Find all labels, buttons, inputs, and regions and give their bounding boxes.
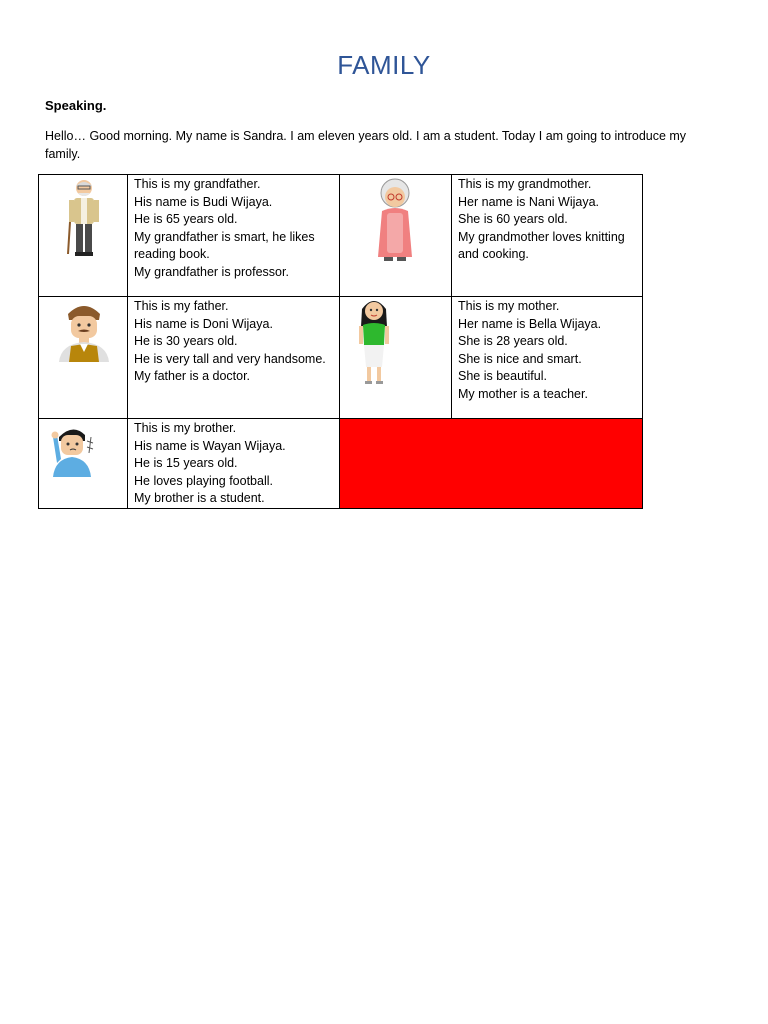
text-line: This is my mother. bbox=[458, 299, 560, 313]
text-line: This is my brother. bbox=[134, 421, 237, 435]
text-line: reading book. bbox=[134, 247, 210, 261]
text-line: My grandfather is professor. bbox=[134, 264, 289, 279]
grandfather-description bbox=[128, 175, 340, 297]
text-line: He is 65 years old. bbox=[134, 212, 238, 226]
grandfather-icon bbox=[49, 178, 119, 260]
grandfather-image-cell bbox=[39, 175, 128, 297]
father-description bbox=[128, 297, 340, 419]
text-line: She is 60 years old. bbox=[458, 212, 568, 226]
text-line: This is my grandfather. bbox=[134, 177, 261, 191]
empty-red-cell bbox=[340, 419, 643, 509]
speaking-label: Speaking. bbox=[45, 98, 107, 113]
father-icon bbox=[51, 300, 117, 364]
mother-icon bbox=[354, 295, 394, 387]
table-row bbox=[39, 175, 643, 297]
text-line: Her name is Bella Wijaya. bbox=[458, 316, 602, 331]
page-title: FAMILY bbox=[337, 50, 431, 80]
text-line: He loves playing football. bbox=[134, 473, 273, 488]
text-line: Her name is Nani Wijaya. bbox=[458, 194, 600, 209]
text-line: He is 30 years old. bbox=[134, 334, 238, 348]
text-line: She is nice and smart. bbox=[458, 351, 582, 366]
text-line: His name is Budi Wijaya. bbox=[134, 194, 273, 209]
brother-description bbox=[128, 419, 340, 509]
text-line: She is beautiful. bbox=[458, 369, 547, 383]
text-line: My brother is a student. bbox=[134, 491, 265, 505]
text-line: He is very tall and very handsome. bbox=[134, 351, 326, 366]
grandmother-icon bbox=[360, 177, 430, 263]
mother-image-cell bbox=[340, 297, 452, 419]
brother-icon bbox=[49, 423, 101, 477]
text-line: This is my father. bbox=[134, 299, 229, 313]
family-table bbox=[38, 174, 643, 509]
text-line: My father is a doctor. bbox=[134, 369, 251, 383]
table-row bbox=[39, 419, 643, 509]
text-line: My mother is a teacher. bbox=[458, 386, 588, 401]
text-line: My grandmother loves knitting bbox=[458, 229, 625, 244]
text-line: and cooking. bbox=[458, 247, 529, 261]
text-line: This is my grandmother. bbox=[458, 177, 592, 191]
text-line: He is 15 years old. bbox=[134, 456, 238, 470]
grandmother-image-cell bbox=[340, 175, 452, 297]
mother-description bbox=[452, 297, 643, 419]
text-line: My grandfather is smart, he likes bbox=[134, 229, 315, 244]
brother-image-cell bbox=[39, 419, 128, 509]
father-image-cell bbox=[39, 297, 128, 419]
grandmother-description bbox=[452, 175, 643, 297]
text-line: She is 28 years old. bbox=[458, 334, 568, 348]
intro-paragraph: Hello… Good morning. My name is Sandra. I am eleven years old. I am a student. Today I am going to introduce my family. bbox=[45, 129, 687, 161]
table-row bbox=[39, 297, 643, 419]
text-line: His name is Doni Wijaya. bbox=[134, 316, 273, 331]
text-line: His name is Wayan Wijaya. bbox=[134, 438, 286, 453]
